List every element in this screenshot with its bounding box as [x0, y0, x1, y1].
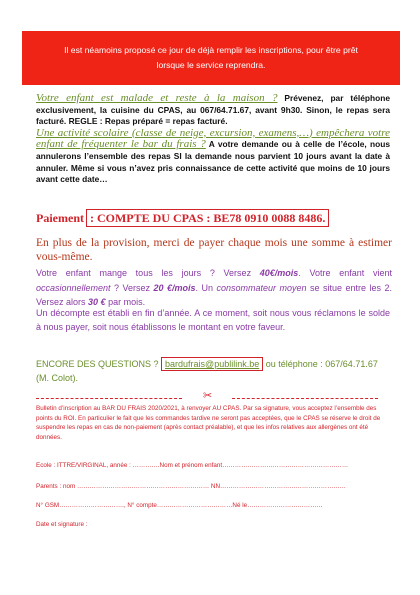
questions-line: [36, 357, 390, 385]
provision-p4: . Un: [195, 282, 217, 293]
banner-line-2: lorsque le service reprendra.: [156, 60, 266, 70]
form-gsm-line[interactable]: N° GSM…………………………., N° compte………………………………Né le………………………………: [36, 502, 323, 509]
provision-p2: . Votre enfant vient: [298, 268, 392, 278]
questions-prefix: ENCORE DES QUESTIONS ?: [36, 359, 162, 369]
provision-p3: ? Versez: [110, 282, 154, 293]
provision-p5: se situe entre les 2. Versez alors: [36, 282, 392, 307]
sick-text: Prévenez, par téléphone exclusivement, la cuisine du CPAS, au 067/64.71.67, avant 9h30. Sinon, le repas sera facturé. REGLE : Repas préparé = repas facturé.: [36, 93, 390, 127]
payment-label: Paiement: [36, 211, 84, 225]
occasional-label: occasionnellement: [36, 282, 111, 293]
questions-suffix: ou téléphone : 067/64.71.67 (M. Colot).: [36, 359, 378, 383]
form-parents-line[interactable]: Parents : nom ……………………………………………………… NN……………………………………………………: [36, 483, 346, 490]
cut-line-right: [232, 398, 378, 399]
provision-p1: Votre enfant mange tous les jours ? Versez: [36, 268, 260, 278]
sick-heading: Votre enfant est malade et reste à la maison ?: [36, 92, 278, 104]
form-signature-line[interactable]: Date et signature :: [36, 521, 88, 528]
provision-p6: par mois.: [105, 297, 146, 307]
payment-line: [36, 211, 396, 226]
amount-moderate: 30 €: [88, 297, 106, 307]
absence-section: [36, 93, 390, 186]
scissors-icon: ✂: [203, 390, 213, 402]
amount-daily: 40€/mois: [259, 268, 299, 278]
activity-heading: Une activité scolaire (classe de neige, excursion, examens,…) empêchera votre enfant de fréquenter le bar du frais ?: [36, 126, 390, 151]
provision-amounts: [36, 266, 392, 310]
banner-line-1: Il est néamoins proposé ce jour de déjà remplir les inscriptions, pour être prêt: [64, 45, 358, 55]
form-school-line[interactable]: Ecole : ITTRE/VIRGINAL, année : ………….Nom et prénom enfant……………………………………………………: [36, 462, 349, 469]
activity-text: A votre demande ou à celle de l’école, nous annulerons l’ensemble des repas SI la demande nous parvient 10 jours avant la date à annuler. Même si vous n’avez pris connaissance de cette activité que moins de 10 jours avant cette date…: [36, 139, 390, 185]
cut-line-left: [36, 398, 182, 399]
payment-account-box: : COMPTE DU CPAS : BE78 0910 0088 8486.: [86, 209, 329, 227]
decompte-text: Un décompte est établi en fin d’année. A ce moment, soit nous vous réclamons le solde à nous payer, soit nous établissons le montant en votre faveur.: [36, 308, 390, 332]
email-link[interactable]: bardufrais@publilink.be: [161, 357, 263, 371]
info-banner: [22, 31, 400, 85]
bulletin-text: Bulletin d’inscription au BAR DU FRAIS 2020/2021, à renvoyer AU CPAS. Par sa signature, vous acceptez l’ensemble des points du ROI. En particulier le fait que les commandes tardive ne seront pas acceptées, que le CPAS se réserve le droit de suspendre les repas en cas de non-paiement (après contact préalable), et que les infos relatives aux allergènes ont été données.: [36, 405, 381, 441]
amount-occasional: 20 €/mois: [153, 282, 196, 293]
moderate-label: consommateur moyen: [216, 282, 307, 293]
provision-text: En plus de la provision, merci de payer chaque mois une somme à estimer vous-même.: [36, 237, 392, 263]
